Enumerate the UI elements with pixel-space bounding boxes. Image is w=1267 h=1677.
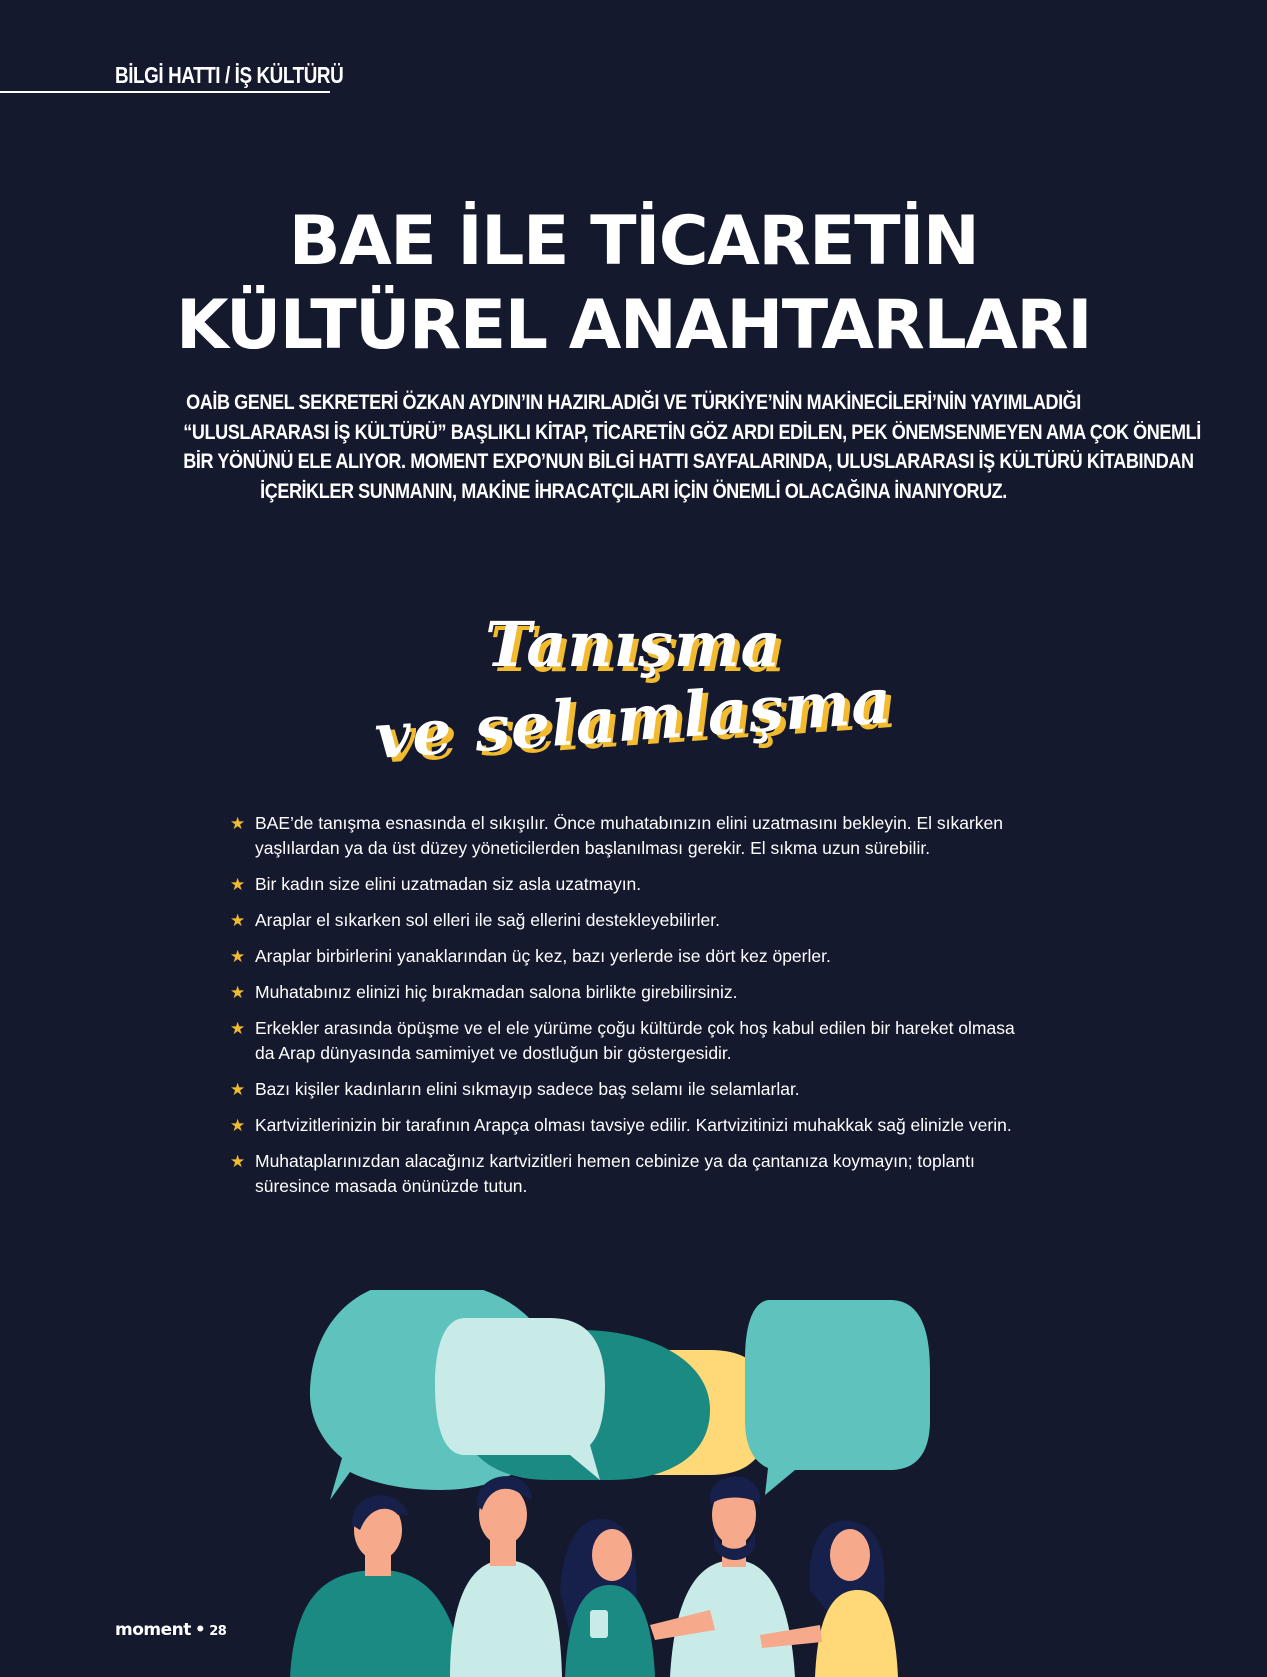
- person-4: [650, 1476, 795, 1677]
- star-icon: ★: [230, 814, 246, 833]
- bullet-item: [230, 1149, 1030, 1199]
- intro-line-1: OAİB GENEL SEKRETERİ ÖZKAN AYDIN’IN HAZIRLADIĞI VE TÜRKİYE’NİN MAKİNECİLERİ’NİN YAYIMLADIĞI: [186, 391, 1081, 414]
- section-rule: [0, 91, 330, 93]
- star-icon: ★: [230, 1152, 246, 1171]
- bullet-item: [230, 811, 1030, 861]
- bullet-text: Bazı kişiler kadınların elini sıkmayıp sadece baş selamı ile selamlarlar.: [255, 1079, 800, 1099]
- bullet-item: [230, 944, 1030, 969]
- intro-line-2: “ULUSLARARASI İŞ KÜLTÜRÜ” BAŞLIKLI KİTAP, TİCARETİN GÖZ ARDI EDİLEN, PEK ÖNEMSENMEYEN AMA ÇOK ÖNEMLİ: [183, 420, 1201, 444]
- star-icon: ★: [230, 1019, 246, 1038]
- star-icon: ★: [230, 947, 246, 966]
- intro-paragraph: [110, 388, 1201, 506]
- bullet-item: [230, 1113, 1030, 1138]
- star-icon: ★: [230, 1080, 246, 1099]
- intro-line-3: BİR YÖNÜNÜ ELE ALIYOR. MOMENT EXPO’NUN BİLGİ HATTI SAYFALARINDA, ULUSLARARASI İŞ KÜLTÜRÜ KİTABINDAN: [183, 450, 1194, 473]
- person-3: [560, 1519, 655, 1677]
- section-heading-line-1: Tanışma: [485, 608, 782, 681]
- bullet-item: [230, 1077, 1030, 1102]
- star-icon: ★: [230, 1116, 246, 1135]
- bullet-text: Muhatabınız elinizi hiç bırakmadan salona birlikte girebilirsiniz.: [255, 982, 738, 1002]
- bullet-item: [230, 1016, 1030, 1066]
- bullet-text: Muhataplarınızdan alacağınız kartvizitleri hemen cebinize ya da çantanıza koymayın; toplantı süresince masada önünüzde tutun.: [255, 1151, 975, 1196]
- person-2: [450, 1476, 562, 1677]
- article-title: [0, 200, 1267, 368]
- intro-line-4: İÇERİKLER SUNMANIN, MAKİNE İHRACATÇILARI İÇİN ÖNEMLİ OLACAĞINA İNANIYORUZ.: [260, 479, 1007, 503]
- title-line-1: BAE İLE TİCARETİN: [288, 202, 979, 281]
- bullet-item: [230, 908, 1030, 933]
- bullet-text: Araplar el sıkarken sol elleri ile sağ ellerini destekleyebilirler.: [255, 910, 720, 930]
- bullet-item: [230, 980, 1030, 1005]
- bullet-list: [230, 811, 1030, 1210]
- bullet-text: Erkekler arasında öpüşme ve el ele yürüme çoğu kültürde çok hoş kabul edilen bir hareket olmasa da Arap dünyasında samimiyet ve dostluğun bir göstergesidir.: [255, 1018, 1015, 1063]
- bullet-text: Araplar birbirlerini yanaklarından üç kez, bazı yerlerde ise dört kez öperler.: [255, 946, 831, 966]
- bullet-text: BAE’de tanışma esnasında el sıkışılır. Önce muhatabınızın elini uzatmasını bekleyin. El sıkarken yaşlılardan ya da üst düzey yöneticilerden başlanılması gerekir. El sıkma uzun sürebilir.: [255, 813, 1004, 858]
- speech-bubble-icon: [745, 1300, 930, 1495]
- page-number: 28: [209, 1624, 227, 1639]
- star-icon: ★: [230, 983, 246, 1002]
- bullet-item: [230, 872, 1030, 897]
- person-1: [290, 1495, 465, 1677]
- bullet-text: Kartvizitlerinizin bir tarafının Arapça olması tavsiye edilir. Kartvizitinizi muhakkak sağ elinizle verin.: [255, 1115, 1012, 1135]
- star-icon: ★: [230, 911, 246, 930]
- speech-bubbles: [310, 1290, 930, 1500]
- brand-logo: moment: [115, 1620, 191, 1640]
- star-icon: ★: [230, 875, 246, 894]
- section-heading-line-2: ve selamlaşma: [372, 664, 895, 773]
- footer-separator: •: [194, 1620, 206, 1640]
- section-label: BİLGİ HATTI / İŞ KÜLTÜRÜ: [115, 62, 344, 88]
- section-heading: [0, 600, 1267, 780]
- bullet-text: Bir kadın size elini uzatmadan siz asla uzatmayın.: [255, 874, 642, 894]
- footer-brand: [115, 1620, 226, 1640]
- title-line-2: KÜLTÜREL ANAHTARLARI: [176, 286, 1091, 365]
- people-talking-illustration: [290, 1290, 980, 1677]
